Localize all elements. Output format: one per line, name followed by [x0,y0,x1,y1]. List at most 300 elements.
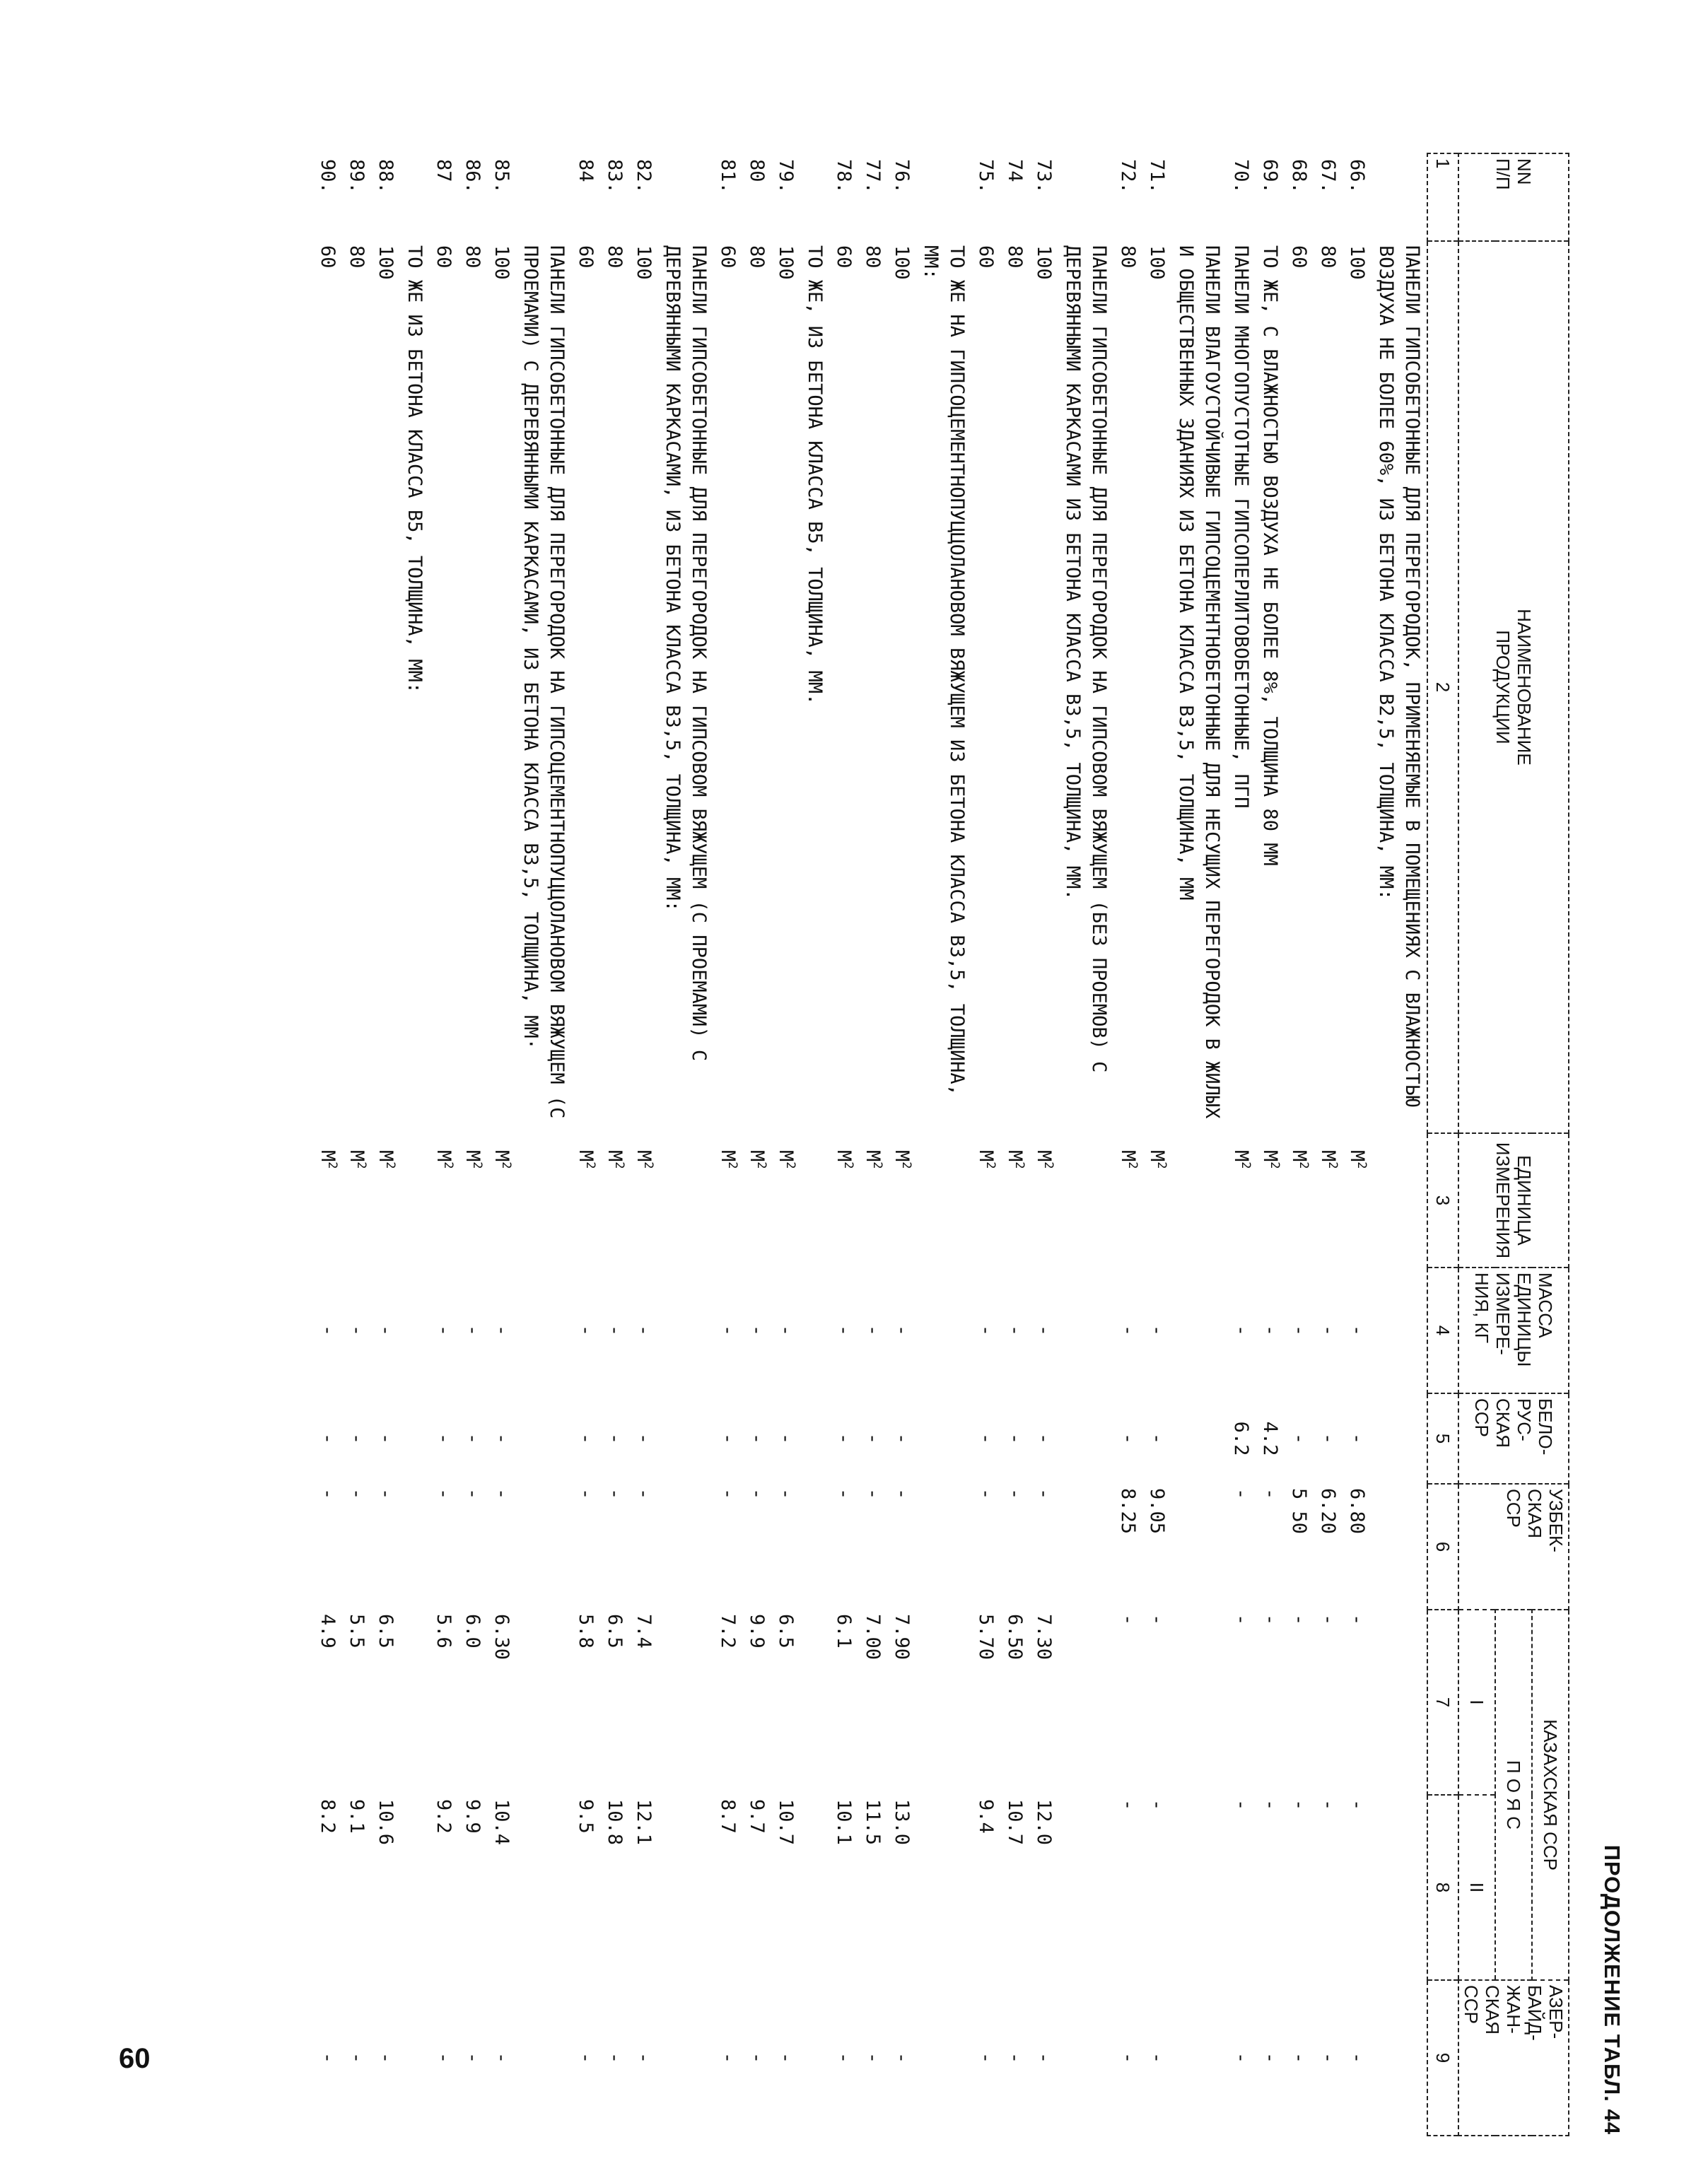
unit-of-measure [400,1133,429,1268]
table-row [742,153,771,2136]
belarus-value: 4.2 [1259,1421,1281,1456]
uzbek-value [916,1484,971,1610]
table-section-heading [1171,153,1227,2136]
belarus-value: - [862,1432,884,1445]
kazakh-zone-2-value: 13.0 [891,1799,913,1846]
colnum-9: 9 [1427,1980,1458,2136]
product-name: ТО ЖЕ, С ВЛАЖНОСТЬЮ ВОЗДУХА НЕ БОЛЕЕ 8%, ТОЛЩИНА 80 ММ [1259,245,1281,866]
kazakh-zone-2-value: 11.5 [862,1799,884,1846]
belarus-value: - [491,1432,513,1445]
table-row [313,153,342,2136]
kazakh-zone-2-value [400,1795,429,1980]
header-nn: NN П/П [1458,153,1569,241]
table-row [487,153,516,2136]
mass-value: - [1259,1324,1281,1337]
colnum-4: 4 [1427,1268,1458,1393]
unit-of-measure [1371,1133,1427,1268]
uzbek-value: 5 50 [1288,1488,1310,1535]
unit-text: М [346,1150,368,1162]
table-row [887,153,916,2136]
unit-power: 2 [1239,1161,1253,1169]
kazakh-zone-1-value: 5.8 [575,1614,597,1649]
uzbek-value: - [833,1488,855,1500]
azerbaijan-value [800,1980,829,2136]
unit-of-measure [1343,1133,1371,1268]
unit-of-measure [1058,1133,1113,1268]
azerbaijan-value [1371,1980,1427,2136]
row-number: 83. [604,159,626,194]
belarus-value [800,1393,829,1484]
product-name: 80 [604,245,626,269]
belarus-value: - [1033,1432,1055,1445]
belarus-value: - [1117,1432,1139,1445]
unit-power: 2 [899,1161,913,1169]
uzbek-value: 8.25 [1117,1488,1139,1535]
table-body [313,153,1427,2136]
table-row [971,153,1000,2136]
unit-of-measure [458,1133,487,1268]
mass-value: - [717,1324,739,1337]
kazakh-zone-1-value: 6.30 [491,1614,513,1661]
belarus-value: - [346,1432,368,1445]
product-name: 100 [375,245,397,280]
kazakh-zone-1-value [1371,1610,1427,1795]
unit-of-measure [1171,1133,1227,1268]
unit-of-measure [629,1133,658,1268]
azerbaijan-value: - [575,2051,597,2064]
unit-of-measure [658,1133,713,1268]
kazakh-zone-1-value: 4.9 [317,1614,339,1649]
mass-value [516,1268,571,1393]
product-name: 80 [1117,245,1139,269]
row-number [916,153,971,241]
unit-power: 2 [783,1161,797,1169]
belarus-value: 6.2 [1230,1421,1252,1456]
azerbaijan-value: - [833,2051,855,2064]
mass-value: - [746,1324,768,1337]
product-name: 100 [775,245,797,280]
uzbek-value: - [775,1488,797,1500]
uzbek-value [1171,1484,1227,1610]
azerbaijan-value [916,1980,971,2136]
product-name: 80 [462,245,484,269]
kazakh-zone-1-value: 5.6 [433,1614,455,1649]
unit-power: 2 [1326,1161,1340,1169]
belarus-value [916,1393,971,1484]
belarus-value: - [604,1432,626,1445]
product-name: 60 [833,245,855,269]
azerbaijan-value: - [891,2051,913,2064]
kazakh-zone-2-value: 9.9 [462,1799,484,1834]
kazakh-zone-1-value [1058,1610,1113,1795]
azerbaijan-value: - [717,2051,739,2064]
table-section-heading [400,153,429,2136]
row-number: 71. [1146,159,1168,194]
mass-value: - [1146,1324,1168,1337]
kazakh-zone-1-value: 6.1 [833,1614,855,1649]
table-row [1285,153,1314,2136]
belarus-value: - [1317,1432,1339,1445]
unit-of-measure [1113,1133,1142,1268]
azerbaijan-value: - [862,2051,884,2064]
kazakh-zone-1-value: 6.0 [462,1614,484,1649]
kazakh-zone-2-value: - [1117,1799,1139,1811]
azerbaijan-value [658,1980,713,2136]
kazakh-zone-1-value: - [1117,1614,1139,1626]
kazakh-zone-1-value [916,1610,971,1795]
azerbaijan-value: - [1230,2051,1252,2064]
product-name: ПАНЕЛИ ГИПСОБЕТОННЫЕ ДЛЯ ПЕРЕГОРОДОК НА ГИПСОВОМ ВЯЖУЩЕМ (С ПРОЕМАМИ) С ДЕРЕВЯННЫМИ КАРКАСАМИ, ИЗ БЕТОНА КЛАССА В3,5, ТОЛЩИНА, ММ: [662,245,710,1062]
belarus-value: - [433,1432,455,1445]
kazakh-zone-2-value [916,1795,971,1980]
product-name: 80 [346,245,368,269]
azerbaijan-value: - [1117,2051,1139,2064]
kazakh-zone-1-value [1171,1610,1227,1795]
row-number: 75. [975,159,997,194]
azerbaijan-value: - [1317,2051,1339,2064]
row-number: 87 [433,159,455,182]
mass-value: - [891,1324,913,1337]
unit-power: 2 [983,1161,998,1169]
row-number [800,153,829,241]
kazakh-zone-1-value: - [1317,1614,1339,1626]
unit-of-measure [342,1133,371,1268]
kazakh-zone-2-value: - [1288,1799,1310,1811]
azerbaijan-value: - [975,2051,997,2064]
azerbaijan-value [1058,1980,1113,2136]
kazakh-zone-2-value: 9.7 [746,1799,768,1834]
header-unit: ЕДИНИЦА ИЗМЕРЕНИЯ [1458,1133,1569,1268]
mass-value: - [1033,1324,1055,1337]
row-number [658,153,713,241]
header-zone-2: II [1458,1795,1495,1980]
azerbaijan-value: - [604,2051,626,2064]
unit-of-measure [1000,1133,1029,1268]
unit-of-measure [516,1133,571,1268]
unit-text: М [1230,1150,1252,1162]
belarus-value [516,1393,571,1484]
row-number: 88. [375,159,397,194]
azerbaijan-value: - [462,2051,484,2064]
mass-value: - [975,1324,997,1337]
mass-value [1171,1268,1227,1393]
table-row [1029,153,1058,2136]
mass-value: - [575,1324,597,1337]
belarus-value [400,1393,429,1484]
belarus-value: - [633,1432,655,1445]
belarus-value: - [1146,1432,1168,1445]
unit-of-measure [971,1133,1000,1268]
uzbek-value: - [317,1488,339,1500]
belarus-value: - [1346,1432,1368,1445]
unit-of-measure [858,1133,887,1268]
unit-power: 2 [870,1161,884,1169]
mass-value [800,1268,829,1393]
row-number: 81. [717,159,739,194]
uzbek-value [658,1484,713,1610]
uzbek-value: - [975,1488,997,1500]
unit-power: 2 [1355,1161,1369,1169]
unit-text: М [1004,1150,1026,1162]
kazakh-zone-2-value: 9.1 [346,1799,368,1834]
unit-text: М [1033,1150,1055,1162]
product-name: 80 [1317,245,1339,269]
row-number: 77. [862,159,884,194]
table-row [629,153,658,2136]
uzbek-value: - [375,1488,397,1500]
row-number: 76. [891,159,913,194]
unit-of-measure [313,1133,342,1268]
kazakh-zone-1-value [516,1610,571,1795]
kazakh-zone-2-value [800,1795,829,1980]
header-belarus: БЕЛО- РУС- СКАЯ ССР [1458,1393,1569,1484]
table-row [1256,153,1285,2136]
kazakh-zone-2-value: 9.2 [433,1799,455,1834]
uzbek-value: - [462,1488,484,1500]
kazakh-zone-1-value: 5.5 [346,1614,368,1649]
unit-power: 2 [1154,1161,1169,1169]
belarus-value [1371,1393,1427,1484]
kazakh-zone-2-value [516,1795,571,1980]
kazakh-zone-2-value [1058,1795,1113,1980]
azerbaijan-value: - [1259,2051,1281,2064]
mass-value: - [375,1324,397,1337]
mass-value: - [1230,1324,1252,1337]
unit-of-measure [1142,1133,1171,1268]
row-number: 82. [633,159,655,194]
product-name: 60 [1288,245,1310,269]
unit-power: 2 [583,1161,597,1169]
azerbaijan-value: - [1033,2051,1055,2064]
azerbaijan-value: - [317,2051,339,2064]
colnum-7: 7 [1427,1610,1458,1795]
table-row [1000,153,1029,2136]
product-name: 80 [746,245,768,269]
unit-power: 2 [1297,1161,1311,1169]
uzbek-value: 6.20 [1317,1488,1339,1535]
uzbek-value: - [891,1488,913,1500]
kazakh-zone-2-value: 9.4 [975,1799,997,1834]
unit-of-measure [829,1133,858,1268]
row-number [1171,153,1227,241]
uzbek-value: - [491,1488,513,1500]
mass-value: - [1317,1324,1339,1337]
table-row [371,153,400,2136]
unit-power: 2 [612,1161,626,1169]
azerbaijan-value [1171,1980,1227,2136]
row-number: 74 [1004,159,1026,182]
row-number: 69. [1259,159,1281,194]
mass-value: - [433,1324,455,1337]
kazakh-zone-2-value: 12.1 [633,1799,655,1846]
product-name: 80 [1004,245,1026,269]
unit-power: 2 [470,1161,484,1169]
unit-of-measure [429,1133,458,1268]
belarus-value: - [775,1432,797,1445]
product-name: 80 [862,245,884,269]
kazakh-zone-1-value: 6.50 [1004,1614,1026,1661]
kazakh-zone-1-value: 7.90 [891,1614,913,1661]
unit-of-measure [1314,1133,1343,1268]
table-row [771,153,800,2136]
mass-value [1058,1268,1113,1393]
belarus-value: - [717,1432,739,1445]
row-number: 66. [1346,159,1368,194]
uzbek-value: - [604,1488,626,1500]
header-mass: МАССА ЕДИНИЦЫ ИЗМЕРЕ- НИЯ, КГ [1458,1268,1569,1393]
kazakh-zone-2-value: - [1146,1799,1168,1811]
uzbek-value: - [346,1488,368,1500]
header-azerbaijan: АЗЕР- БАЙД- ЖАН- СКАЯ ССР [1458,1980,1569,2136]
unit-of-measure [1029,1133,1058,1268]
uzbek-value: - [746,1488,768,1500]
header-uzbek: УЗБЕК- СКАЯ ССР [1458,1484,1569,1610]
mass-value: - [346,1324,368,1337]
row-number: 90. [317,159,339,194]
mass-value [916,1268,971,1393]
table-row [1227,153,1256,2136]
mass-value: - [1288,1324,1310,1337]
mass-value [400,1268,429,1393]
unit-text: М [317,1150,339,1162]
unit-text: М [717,1150,739,1162]
uzbek-value: - [717,1488,739,1500]
row-number [1058,153,1113,241]
azerbaijan-value: - [1004,2051,1026,2064]
uzbek-value: - [575,1488,597,1500]
kazakh-zone-2-value: 10.4 [491,1799,513,1846]
kazakh-zone-1-value: - [1288,1614,1310,1626]
azerbaijan-value: - [375,2051,397,2064]
kazakh-zone-2-value: - [1230,1799,1252,1811]
unit-power: 2 [354,1161,368,1169]
uzbek-value: - [862,1488,884,1500]
unit-text: М [1259,1150,1281,1162]
uzbek-value: - [1033,1488,1055,1500]
kazakh-zone-1-value: 7.2 [717,1614,739,1649]
table-row [571,153,600,2136]
uzbek-value [800,1484,829,1610]
mass-value: - [862,1324,884,1337]
product-name: ТО ЖЕ, ИЗ БЕТОНА КЛАССА В5, ТОЛЩИНА, ММ. [804,245,826,706]
belarus-value: - [317,1432,339,1445]
product-name: 100 [891,245,913,280]
row-number: 73. [1033,159,1055,194]
azerbaijan-value: - [433,2051,455,2064]
table-row [458,153,487,2136]
colnum-6: 6 [1427,1484,1458,1610]
kazakh-zone-1-value: 7.00 [862,1614,884,1661]
row-number: 84 [575,159,597,182]
colnum-2: 2 [1427,241,1458,1133]
kazakh-zone-1-value: - [1146,1614,1168,1626]
product-name: 60 [717,245,739,269]
mass-value: - [833,1324,855,1337]
kazakh-zone-2-value: 10.7 [1004,1799,1026,1846]
table-row [829,153,858,2136]
uzbek-value: 6.80 [1346,1488,1368,1535]
colnum-5: 5 [1427,1393,1458,1484]
kazakh-zone-2-value: 9.5 [575,1799,597,1834]
uzbek-value: - [433,1488,455,1500]
uzbek-value [400,1484,429,1610]
uzbek-value [1058,1484,1113,1610]
belarus-value: - [375,1432,397,1445]
kazakh-zone-1-value: 6.5 [775,1614,797,1649]
kazakh-zone-2-value: 8.7 [717,1799,739,1834]
kazakh-zone-2-value: 10.7 [775,1799,797,1846]
unit-text: М [975,1150,997,1162]
unit-power: 2 [383,1161,397,1169]
unit-power: 2 [641,1161,655,1169]
product-name: 60 [433,245,455,269]
unit-text: М [1288,1150,1310,1162]
mass-value [658,1268,713,1393]
unit-power: 2 [441,1161,455,1169]
product-name: ПАНЕЛИ ГИПСОБЕТОННЫЕ ДЛЯ ПЕРЕГОРОДОК, ПРИМЕНЯЕМЫЕ В ПОМЕЩЕНИЯХ С ВЛАЖНОСТЬЮ ВОЗДУХА НЕ БОЛЕЕ 60%, ИЗ БЕТОНА КЛАССА В2,5, ТОЛЩИНА, ММ: [1375,245,1423,1108]
uzbek-value: - [1259,1488,1281,1500]
product-name: ПАНЕЛИ МНОГОПУСТОТНЫЕ ГИПСОПЕРЛИТОВОБЕТОННЫЕ, ПГП [1230,245,1252,809]
table-row [600,153,629,2136]
table-section-heading [658,153,713,2136]
table-row [858,153,887,2136]
unit-text: М [833,1150,855,1162]
unit-text: М [375,1150,397,1162]
product-name: 100 [1346,245,1368,280]
data-table [313,153,1569,2136]
unit-text: М [862,1150,884,1162]
unit-of-measure [1285,1133,1314,1268]
kazakh-zone-2-value: 10.6 [375,1799,397,1846]
unit-text: М [462,1150,484,1162]
product-name: 100 [491,245,513,280]
unit-power: 2 [1041,1161,1055,1169]
row-number: 72. [1117,159,1139,194]
kazakh-zone-1-value: 5.70 [975,1614,997,1661]
unit-power: 2 [1012,1161,1026,1169]
uzbek-value [516,1484,571,1610]
unit-power: 2 [499,1161,513,1169]
azerbaijan-value: - [1146,2051,1168,2064]
kazakh-zone-1-value: 9.9 [746,1614,768,1649]
kazakh-zone-2-value: 10.1 [833,1799,855,1846]
kazakh-zone-2-value: 12.0 [1033,1799,1055,1846]
colnum-3: 3 [1427,1133,1458,1268]
belarus-value [1058,1393,1113,1484]
unit-of-measure [487,1133,516,1268]
mass-value: - [491,1324,513,1337]
unit-text: М [491,1150,513,1162]
product-name: 60 [317,245,339,269]
unit-of-measure [916,1133,971,1268]
unit-text: М [1117,1150,1139,1162]
mass-value: - [633,1324,655,1337]
belarus-value [1171,1393,1227,1484]
azerbaijan-value: - [1288,2051,1310,2064]
kazakh-zone-1-value [400,1610,429,1795]
table-row [429,153,458,2136]
row-number: 80 [746,159,768,182]
kazakh-zone-1-value: 7.4 [633,1614,655,1649]
product-name: ТО ЖЕ НА ГИПСОЦЕМЕНТНОПУЦЦОЛАНОВОМ ВЯЖУЩЕМ ИЗ БЕТОНА КЛАССА В3,5, ТОЛЩИНА, ММ: [920,245,968,1096]
azerbaijan-value [400,1980,429,2136]
uzbek-value: - [1230,1488,1252,1500]
colnum-1: 1 [1427,153,1458,241]
row-number: 78. [833,159,855,194]
table-section-heading [916,153,971,2136]
unit-of-measure [771,1133,800,1268]
belarus-value: - [575,1432,597,1445]
